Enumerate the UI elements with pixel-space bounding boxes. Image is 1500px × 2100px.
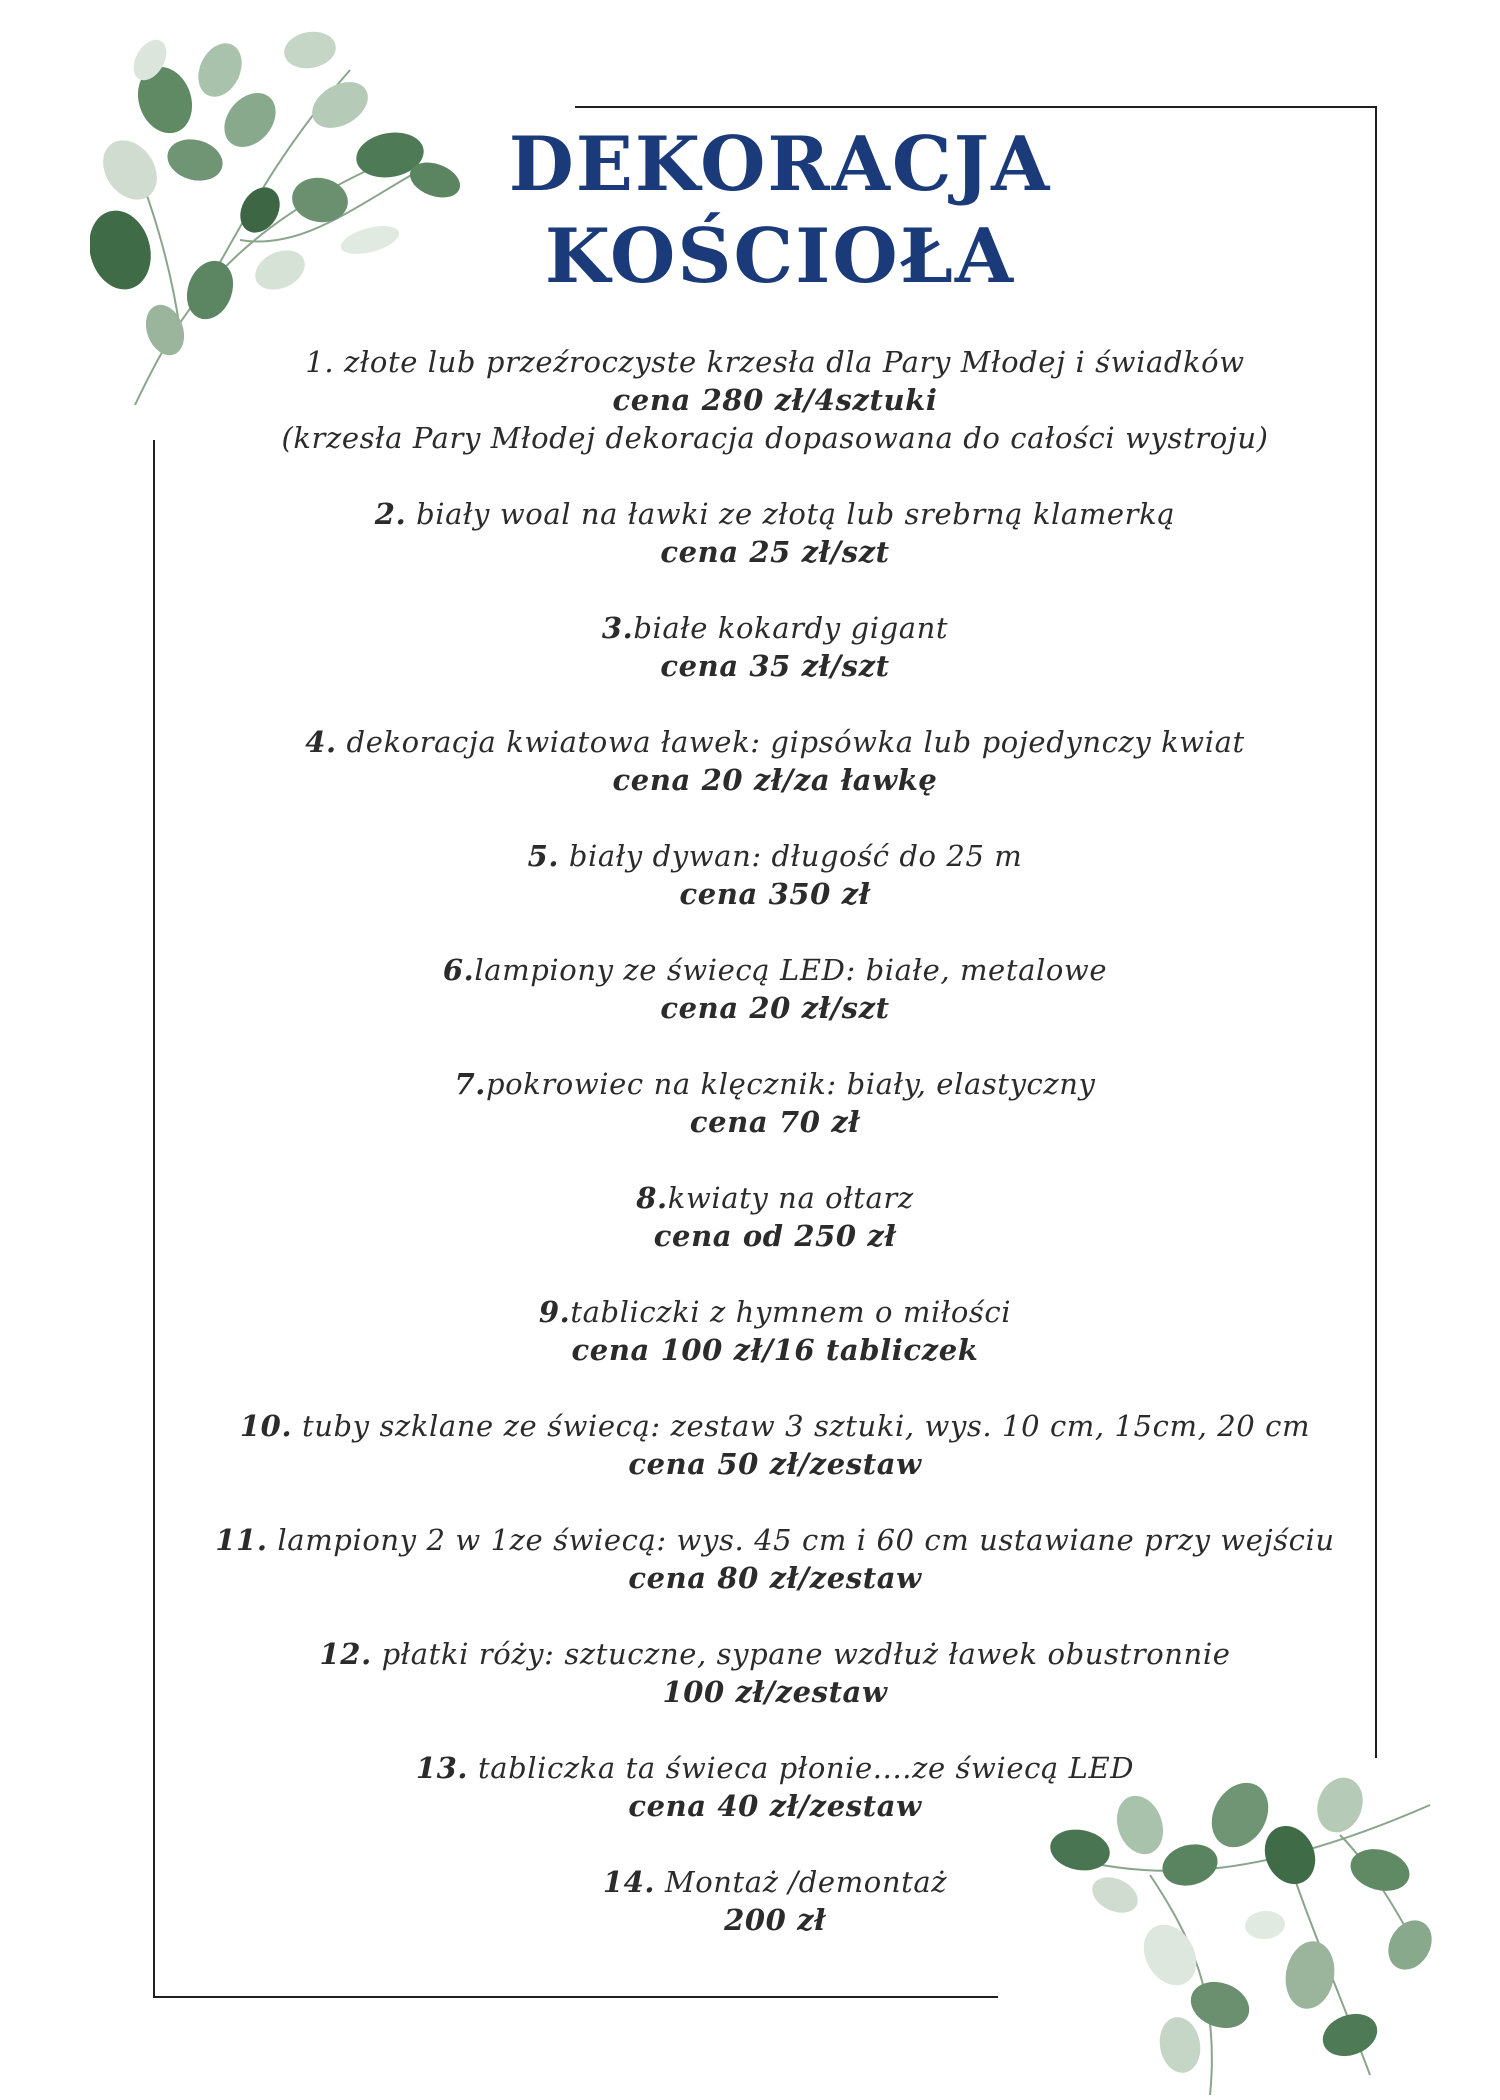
item-note: (krzesła Pary Młodej dekoracja dopasowana do całości wystroju) (281, 421, 1269, 455)
item-number: 8. (636, 1181, 668, 1215)
item-number: 6. (442, 953, 475, 987)
item-number: 11. (215, 1523, 268, 1557)
frame-bottom-line (153, 1996, 998, 1998)
item-number: 13. (415, 1751, 469, 1785)
item-number: 10. (239, 1409, 293, 1443)
item-price: cena 280 zł/4sztuki (612, 383, 938, 417)
list-item (200, 1863, 1350, 1939)
list-item (200, 723, 1350, 799)
item-description: tabliczki z hymnem o miłości (570, 1295, 1012, 1329)
item-line (200, 1293, 1350, 1331)
item-number: 5. (527, 839, 560, 873)
item-description: złote lub przeźroczyste krzesła dla Pary Młodej i świadków (334, 345, 1245, 379)
item-description: tuby szklane ze świecą: zestaw 3 sztuki, wys. 10 cm, 15cm, 20 cm (292, 1409, 1311, 1443)
item-line (200, 1179, 1350, 1217)
item-description: biały woal na ławki ze złotą lub srebrną klamerką (406, 497, 1176, 531)
item-price: cena 70 zł (689, 1105, 861, 1139)
item-price: cena 20 zł/szt (660, 991, 890, 1025)
item-price: cena 40 zł/zestaw (628, 1789, 922, 1823)
item-line (200, 609, 1350, 647)
item-description: tabliczka ta świeca płonie....ze świecą LED (468, 1751, 1135, 1785)
item-price: cena 50 zł/zestaw (628, 1447, 922, 1481)
list-item (200, 1521, 1350, 1597)
item-price: cena 25 zł/szt (660, 535, 890, 569)
item-description: kwiaty na ołtarz (667, 1181, 914, 1215)
item-price: 100 zł/zestaw (662, 1675, 888, 1709)
frame-right-line (1375, 106, 1377, 1758)
item-description: płatki róży: sztuczne, sypane wzdłuż ławek obustronnie (371, 1637, 1231, 1671)
list-item (200, 343, 1350, 457)
list-item (200, 1407, 1350, 1483)
item-description: pokrowiec na klęcznik: biały, elastyczny (485, 1067, 1096, 1101)
item-line (200, 1521, 1350, 1559)
item-price: cena 35 zł/szt (660, 649, 890, 683)
list-item (200, 1293, 1350, 1369)
list-item (200, 1065, 1350, 1141)
list-item (200, 951, 1350, 1027)
item-line (200, 1065, 1350, 1103)
item-line (200, 1635, 1350, 1673)
item-number: 2. (374, 497, 407, 531)
item-line (200, 1407, 1350, 1445)
item-price: cena 350 zł (679, 877, 871, 911)
item-price: cena 80 zł/zestaw (628, 1561, 922, 1595)
item-line (200, 1863, 1350, 1901)
item-line (200, 951, 1350, 989)
item-line (200, 837, 1350, 875)
item-line (200, 343, 1350, 381)
frame-top-line (575, 106, 1377, 108)
list-item (200, 495, 1350, 571)
item-description: biały dywan: długość do 25 m (559, 839, 1023, 873)
item-description: Montaż /demontaż (655, 1865, 948, 1899)
list-item (200, 1749, 1350, 1825)
item-description: lampiony ze świecą LED: białe, metalowe (474, 953, 1108, 987)
item-price: cena od 250 zł (653, 1219, 897, 1253)
list-item (200, 1635, 1350, 1711)
item-description: białe kokardy gigant (633, 611, 949, 645)
item-description: dekoracja kwiatowa ławek: gipsówka lub pojedynczy kwiat (336, 725, 1245, 759)
item-line (200, 495, 1350, 533)
item-number: 3. (601, 611, 634, 645)
item-description: lampiony 2 w 1ze świecą: wys. 45 cm i 60 cm ustawiane przy wejściu (267, 1523, 1335, 1557)
item-line (200, 723, 1350, 761)
list-item (200, 837, 1350, 913)
item-number: 7. (454, 1067, 486, 1101)
page-title (480, 118, 1080, 302)
title-line-1: DEKORACJA (508, 120, 1052, 208)
list-item (200, 609, 1350, 685)
frame-left-line (153, 440, 155, 1998)
item-number: 12. (319, 1637, 372, 1671)
item-line (200, 1749, 1350, 1787)
item-number: 9. (538, 1295, 571, 1329)
item-number: 1. (305, 345, 335, 379)
price-list (200, 343, 1350, 1977)
item-price: cena 20 zł/za ławkę (612, 763, 938, 797)
item-price: 200 zł (724, 1903, 826, 1937)
item-number: 14. (602, 1865, 656, 1899)
item-price: cena 100 zł/16 tabliczek (571, 1333, 979, 1367)
title-line-2: KOŚCIOŁA (544, 212, 1016, 300)
list-item (200, 1179, 1350, 1255)
item-number: 4. (305, 725, 337, 759)
